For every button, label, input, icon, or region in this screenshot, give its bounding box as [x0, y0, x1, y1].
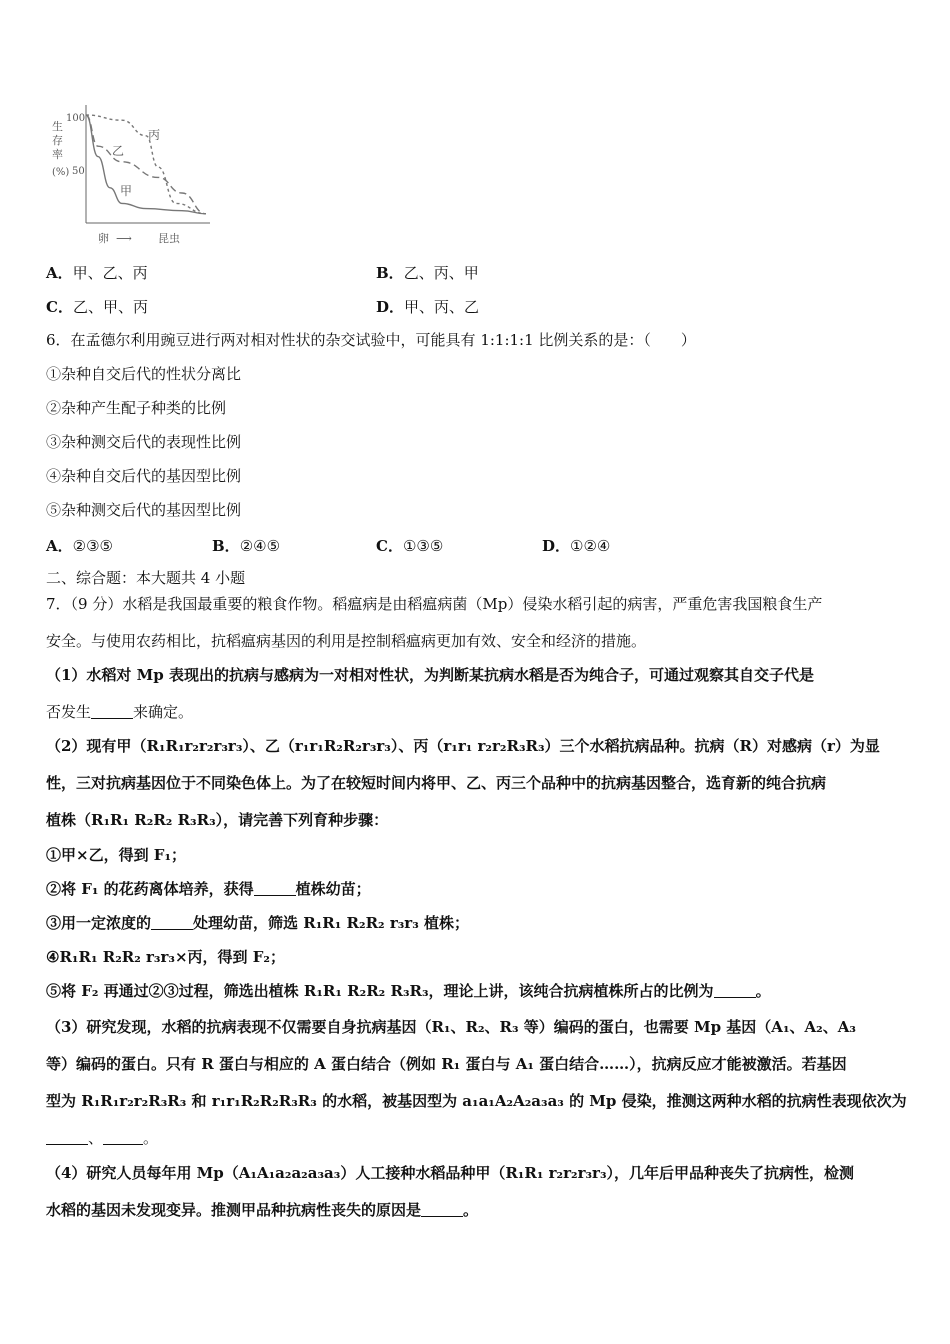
q7-part3-line-2: 等）编码的蛋白。只有 R 蛋白与相应的 A 蛋白结合（例如 R₁ 蛋白与 A₁ 蛋白结合……），抗病反应才能被激活。若基因	[46, 1055, 847, 1073]
q7-part4-text-a: 水稻的基因未发现变异。推测甲品种抗病性丧失的原因是	[46, 1201, 422, 1219]
q7-step-4: ④R₁R₁ R₂R₂ r₃r₃×丙，得到 F₂；	[46, 948, 285, 966]
y-tick-100: 100	[66, 113, 86, 124]
survival-rate-figure	[40, 95, 220, 250]
q6-option-d[interactable]	[542, 535, 610, 556]
q6-item-3: ③杂种测交后代的表现性比例	[46, 433, 242, 451]
q7-part2-line-1: （2）现有甲（R₁R₁r₂r₂r₃r₃）、乙（r₁r₁R₂R₂r₃r₃）、丙（r₁r₁ r₂r₂R₃R₃）三个水稻抗病品种。抗病（R）对感病（r）为显	[46, 737, 880, 755]
q6-item-1: ①杂种自交后代的性状分离比	[46, 365, 242, 383]
q5-option-c[interactable]	[46, 296, 148, 317]
series-line-1	[86, 115, 206, 214]
q6-option-c-label: C．	[376, 537, 403, 555]
q6-item-2: ②杂种产生配子种类的比例	[46, 399, 227, 417]
x-axis-end: 昆虫	[158, 232, 180, 245]
series-line-0	[86, 115, 206, 214]
answer-blank-4[interactable]	[714, 983, 756, 998]
q5-option-b-label: B．	[376, 264, 404, 282]
q7-step-5	[46, 981, 771, 1001]
series-line-2	[86, 115, 206, 214]
section-title: 二、综合题：本大题共 4 小题	[46, 569, 246, 587]
q7-step-3-text-a: ③用一定浓度的	[46, 914, 152, 932]
q7-part3-end: 。	[143, 1129, 159, 1147]
q7-part2-line-3: 植株（R₁R₁ R₂R₂ R₃R₃），请完善下列育种步骤：	[46, 811, 389, 829]
q6-option-a-text: ②③⑤	[72, 537, 113, 555]
q7-part4-line-1: （4）研究人员每年用 Mp（A₁A₁a₂a₂a₃a₃）人工接种水稻品种甲（R₁R₁ r₂r₂r₃r₃），几年后甲品种丧失了抗病性，检测	[46, 1164, 855, 1182]
q6-item-4: ④杂种自交后代的基因型比例	[46, 467, 242, 485]
q5-option-a-label: A．	[46, 264, 73, 282]
q6-option-c[interactable]	[376, 535, 443, 556]
q7-step-2	[46, 879, 371, 899]
q7-part1-line-1: （1）水稻对 Mp 表现出的抗病与感病为一对相对性状，为判断某抗病水稻是否为纯合子，可通过观察其自交子代是	[46, 666, 814, 684]
q6-option-c-text: ①③⑤	[402, 537, 444, 555]
y-axis-label-3: 率	[52, 148, 63, 161]
curve-label-jia: 甲	[120, 184, 133, 198]
q7-step-1: ①甲×乙，得到 F₁；	[46, 846, 187, 864]
curve-label-bing: 丙	[148, 128, 161, 142]
answer-blank-3[interactable]	[151, 915, 193, 930]
y-axis-label-2: 存	[52, 134, 63, 147]
q7-part4-text-b: 。	[463, 1201, 479, 1219]
q6-option-b-label: B．	[212, 537, 240, 555]
q7-part4-line-2	[46, 1200, 478, 1220]
q5-option-a[interactable]	[46, 262, 148, 283]
q5-option-b-text: 乙、丙、甲	[403, 264, 479, 282]
q7-part3-line-1: （3）研究发现，水稻的抗病表现不仅需要自身抗病基因（R₁、R₂、R₃ 等）编码的蛋白，也需要 Mp 基因（A₁、A₂、A₃	[46, 1018, 856, 1036]
y-axis-label-1: 生	[52, 120, 63, 133]
q7-step-2-text-a: ②将 F₁ 的花药离体培养，获得	[46, 880, 254, 898]
y-tick-50: 50	[72, 166, 85, 177]
q7-intro-line-1: 7．（9 分）水稻是我国最重要的粮食作物。稻瘟病是由稻瘟病菌（Mp）侵染水稻引起的病害，严重危害我国粮食生产	[46, 595, 823, 613]
q5-option-d-label: D．	[376, 298, 405, 316]
q7-part3-line-4	[46, 1128, 158, 1148]
q7-step-3	[46, 913, 469, 933]
answer-blank-2[interactable]	[254, 881, 296, 896]
q5-option-d-text: 甲、丙、乙	[404, 298, 480, 316]
q6-item-5: ⑤杂种测交后代的基因型比例	[46, 501, 242, 519]
y-axis-label-unit: (%)	[52, 167, 70, 178]
q7-step-5-text-a: ⑤将 F₂ 再通过②③过程，筛选出植株 R₁R₁ R₂R₂ R₃R₃，理论上讲，该纯合抗病植株所占的比例为	[46, 982, 714, 1000]
q5-option-d[interactable]	[376, 296, 479, 317]
q6-option-a-label: A．	[46, 537, 73, 555]
q5-option-b[interactable]	[376, 262, 479, 283]
q7-part1-text-a: 否发生	[46, 703, 92, 721]
q6-option-d-text: ①②④	[570, 537, 611, 555]
q5-option-c-text: 乙、甲、丙	[72, 298, 148, 316]
answer-blank-5[interactable]	[46, 1130, 88, 1145]
answer-blank-7[interactable]	[421, 1202, 463, 1217]
q5-option-c-label: C．	[46, 298, 73, 316]
q7-intro-line-2: 安全。与使用农药相比，抗稻瘟病基因的利用是控制稻瘟病更加有效、安全和经济的措施。	[46, 632, 647, 650]
q7-part1-text-b: 来确定。	[133, 703, 194, 721]
q6-option-a[interactable]	[46, 535, 113, 556]
q6-option-b[interactable]	[212, 535, 280, 556]
q6-option-b-text: ②④⑤	[239, 537, 281, 555]
q7-step-3-text-b: 处理幼苗，筛选 R₁R₁ R₂R₂ r₃r₃ 植株；	[193, 914, 469, 932]
q5-option-a-text: 甲、乙、丙	[72, 264, 148, 282]
q7-part2-line-2: 性，三对抗病基因位于不同染色体上。为了在较短时间内将甲、乙、丙三个品种中的抗病基因整合，选育新的纯合抗病	[46, 774, 827, 792]
answer-blank-6[interactable]	[103, 1130, 143, 1145]
q7-step-2-text-b: 植株幼苗；	[295, 880, 371, 898]
x-axis-arrow: ⟶	[116, 232, 132, 245]
q6-stem: 6．在孟德尔利用豌豆进行两对相对性状的杂交试验中，可能具有 1:1:1:1 比例关系的是：（ ）	[46, 331, 696, 349]
answer-blank-1[interactable]	[91, 704, 133, 719]
curve-label-yi: 乙	[112, 144, 125, 158]
q7-step-5-text-b: 。	[755, 982, 771, 1000]
survival-chart	[40, 95, 220, 250]
q7-part3-separator: 、	[88, 1129, 104, 1147]
q7-part1-line-2	[46, 702, 193, 722]
q6-option-d-label: D．	[542, 537, 571, 555]
x-axis-start: 卵	[98, 232, 109, 245]
q7-part3-line-3: 型为 R₁R₁r₂r₂R₃R₃ 和 r₁r₁R₂R₂R₃R₃ 的水稻，被基因型为 a₁a₁A₂A₂a₃a₃ 的 Mp 侵染，推测这两种水稻的抗病性表现依次为	[46, 1092, 907, 1110]
